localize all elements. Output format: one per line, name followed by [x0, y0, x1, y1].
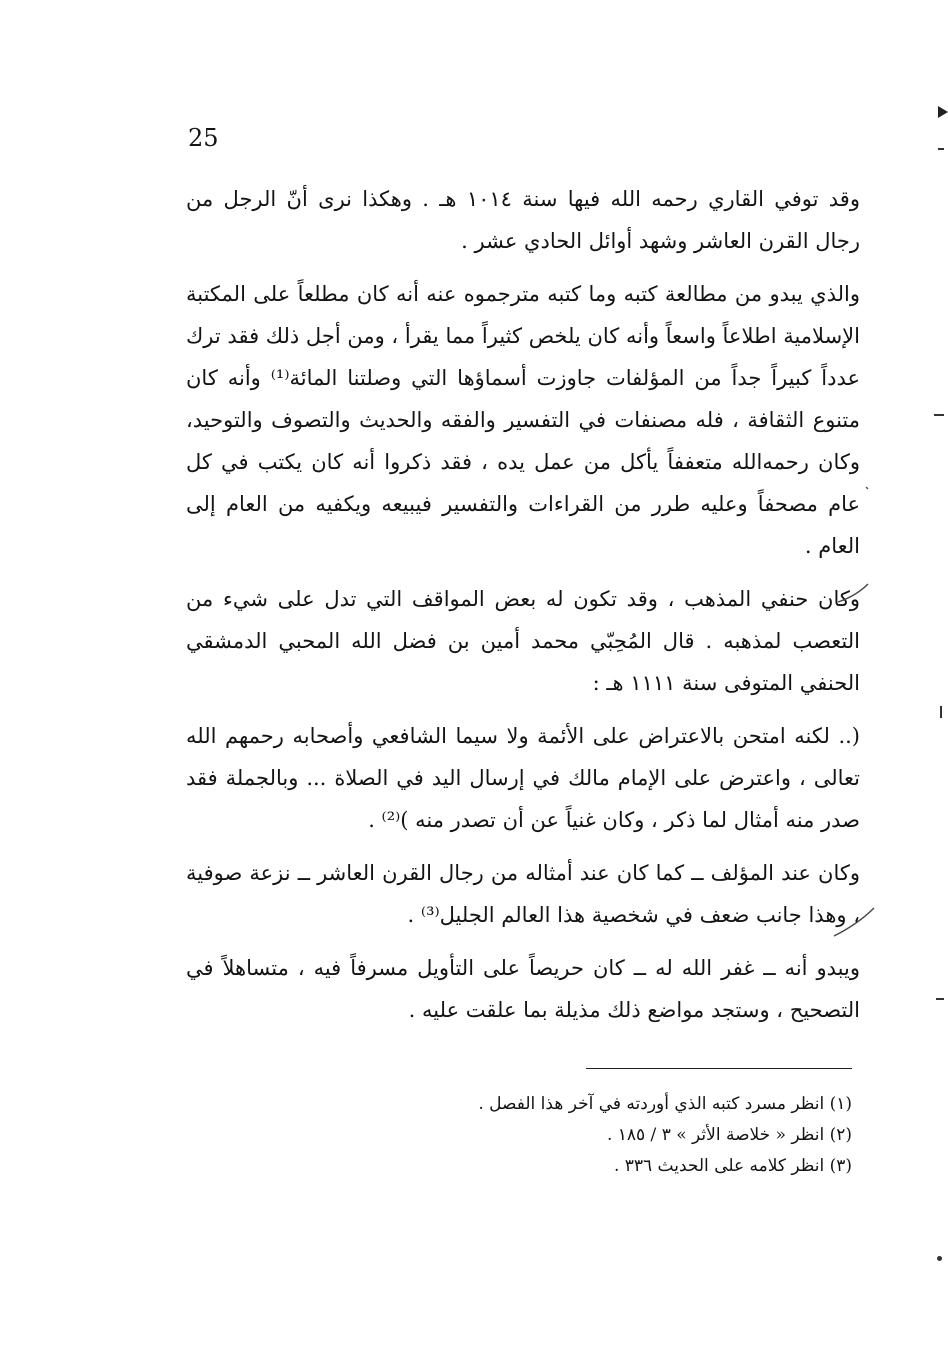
pencil-check-mark-1: [838, 584, 868, 602]
footnote-1: (١) انظر مسرد كتبه الذي أوردته في آخر هذا الفصل .: [478, 1094, 852, 1114]
paragraph-scholarship: والذي يبدو من مطالعة كتبه وما كتبه مترجموه عنه أنه كان مطلعاً على المكتبة الإسلامية اطلاعاً واسعاً وأنه كان يلخص كثيراً مما يقرأ ، ومن أجل ذلك فقد ترك عدداً كبيراً جداً من المؤلفات جاوزت أسماؤها التي وصلتنا المائة⁽¹⁾ وأنه كان متنوع الثقافة ، فله مصنفات في التفسير والفقه والحديث والتصوف والتوحيد، وكان رحمه‌الله متعففاً يأكل من عمل يده ، فقد ذكروا أنه كان يكتب في كل عام مصحفاً وعليه طرر من القراءات والتفسير فيبيعه ويكفيه من العام إلى العام .: [186, 282, 860, 558]
edge-marker-icon: [938, 106, 948, 118]
paragraph-death-date: وقد توفي القاري رحمه الله فيها سنة ١٠١٤ هـ . وهكذا نرى أنّ الرجل من رجال القرن العاشر وشهد أوائل الحادي عشر .: [186, 187, 860, 253]
edge-dash-mark: [938, 148, 944, 150]
footnote-2: (٢) انظر « خلاصة الأثر » ٣ / ١٨٥ .: [606, 1125, 852, 1145]
paragraph-madhhab: وكان حنفي المذهب ، وقد تكون له بعض المواقف التي تدل على شيء من التعصب لمذهبه . قال المُحِبّي محمد أمين بن فضل الله المحبي الدمشقي الحنفي المتوفى سنة ١١١١ هـ :: [186, 587, 860, 695]
edge-tick-mark: [940, 706, 942, 718]
paragraph-sufism: وكان عند المؤلف ــ كما كان عند أمثاله من رجال القرن العاشر ــ نزعة صوفية ، وهذا جانب ضعف في شخصية هذا العالم الجليل⁽³⁾ .: [186, 861, 860, 927]
footnote-3: (٣) انظر كلامه على الحديث ٣٣٦ .: [613, 1156, 852, 1176]
pencil-dot-mark: [866, 487, 868, 489]
edge-dash-mark: [936, 998, 944, 1000]
paragraph-quotation: (.. لكنه امتحن بالاعتراض على الأئمة ولا سيما الشافعي وأصحابه رحمهم الله تعالى ، واعترض على الإمام مالك في إرسال اليد في الصلاة ... وبالجملة فقد صدر منه أمثال لما ذكر ، وكان غنياً عن أن تصدر منه )⁽²⁾ .: [186, 724, 860, 832]
pencil-check-mark-2: [834, 908, 874, 936]
edge-dash-mark: [934, 414, 944, 416]
page-number: 25: [188, 124, 219, 152]
paragraph-interpretation: ويبدو أنه ــ غفر الله له ــ كان حريصاً على التأويل مسرفاً فيه ، متساهلاً في التصحيح ، وستجد مواضع ذلك مذيلة بما علقت عليه .: [186, 956, 860, 1022]
edge-dot-mark: [937, 1256, 942, 1261]
